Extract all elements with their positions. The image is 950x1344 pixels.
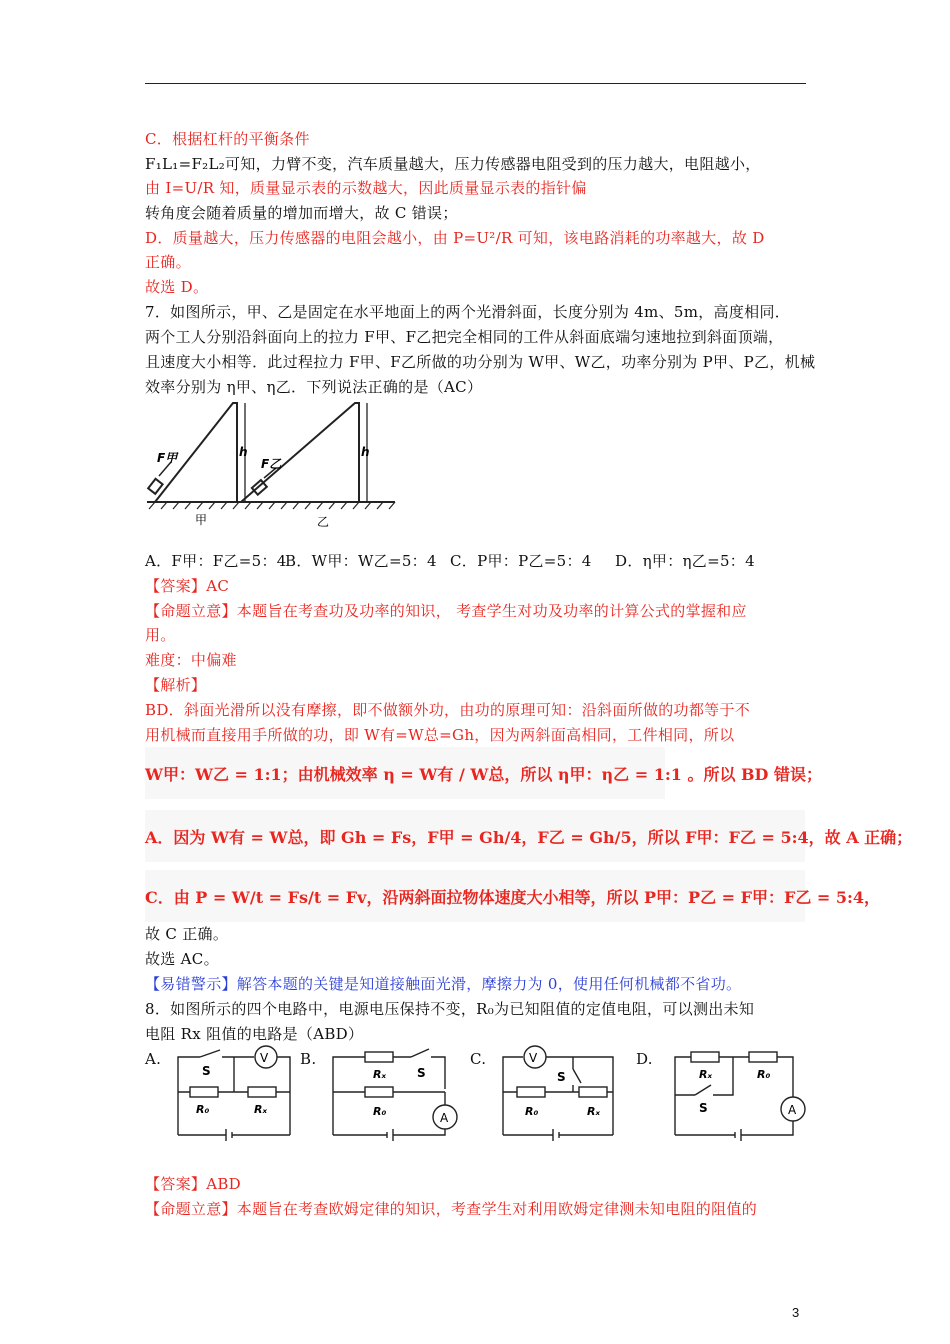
q8-answer: 【答案】ABD xyxy=(145,1175,241,1193)
circuit-d xyxy=(665,1045,810,1145)
circuit-b-label: B. xyxy=(300,1050,317,1068)
q7-equation-3-text: C．由 P = W/t = Fs/t = Fv，沿两斜面拉物体速度大小相等，所以 P甲：P乙 = F甲：F乙 = 5:4， xyxy=(145,887,881,907)
q7-analysis-label: 【解析】 xyxy=(145,676,207,694)
circuit-d-ammeter: A xyxy=(788,1103,797,1117)
label-jia: 甲 xyxy=(195,513,208,527)
q7-option-c: C．P甲：P乙=5：4 xyxy=(450,552,592,570)
circuit-d-r0: R₀ xyxy=(757,1068,771,1081)
q6-c-line4: 转角度会随着质量的增加而增大，故 C 错误； xyxy=(145,204,458,222)
q7-bd-line2: 用机械而直接用手所做的功，即 W有=W总=Gh，因为两斜面高相同，工件相同，所以 xyxy=(145,726,735,744)
label-f-yi: F乙 xyxy=(261,457,282,471)
q7-warning: 【易错警示】解答本题的关键是知道接触面光滑，摩擦力为 0，使用任何机械都不省功。 xyxy=(145,975,742,993)
q7-conclusion: 故选 AC。 xyxy=(145,950,219,968)
q7-c-correct: 故 C 正确。 xyxy=(145,925,229,943)
q7-difficulty: 难度：中偏难 xyxy=(145,651,237,669)
q7-stem-line2: 两个工人分别沿斜面向上的拉力 F甲、F乙把完全相同的工件从斜面底端匀速地拉到斜面顶端， xyxy=(145,328,784,346)
circuit-b xyxy=(325,1045,465,1145)
q6-c-line2-text: F₁L₁=F₂L₂可知，力臂不变，汽车质量越大，压力传感器电阻受到的压力越大，电阻越小， xyxy=(145,155,761,173)
label-h-jia: h xyxy=(239,445,248,459)
circuit-c-voltmeter: V xyxy=(529,1051,538,1065)
label-h-yi: h xyxy=(361,445,370,459)
block-jia xyxy=(148,479,162,494)
q7-inclines-figure xyxy=(145,396,405,536)
circuit-b-ammeter: A xyxy=(440,1111,449,1125)
circuit-b-switch: S xyxy=(417,1066,426,1080)
circuit-b-rx: Rₓ xyxy=(373,1068,387,1081)
circuit-a-r0: R₀ xyxy=(196,1103,210,1116)
circuit-d-rx: Rₓ xyxy=(699,1068,713,1081)
q8-intent: 【命题立意】本题旨在考查欧姆定律的知识，考查学生对利用欧姆定律测未知电阻的阻值的 xyxy=(145,1200,758,1218)
circuit-c-switch: S xyxy=(557,1070,566,1084)
label-yi: 乙 xyxy=(317,515,330,529)
q7-equation-3 xyxy=(145,870,881,922)
q7-equation-2 xyxy=(145,810,913,862)
q7-option-b: B．W甲：W乙=5：4 xyxy=(285,552,437,570)
q7-option-a: A．F甲：F乙=5：4 xyxy=(145,552,287,570)
q7-equation-1-text: W甲：W乙 = 1:1；由机械效率 η = W有 / W总，所以 η甲：η乙 = 1:1 。所以 BD 错误； xyxy=(145,764,822,784)
q6-c-line3: 由 I=U/R 知，质量显示表的示数越大，因此质量显示表的指针偏 xyxy=(145,179,587,197)
q8-stem-line2: 电阻 Rx 阻值的电路是（ABD） xyxy=(145,1025,364,1043)
q8-stem-line1: 8．如图所示的四个电路中，电源电压保持不变，R₀为已知阻值的定值电阻，可以测出未知 xyxy=(145,1000,755,1018)
circuit-a-rx: Rₓ xyxy=(254,1103,268,1116)
q7-intent-line2: 用。 xyxy=(145,626,176,644)
header-rule xyxy=(145,83,806,84)
circuit-c xyxy=(495,1045,625,1145)
circuit-c-label: C. xyxy=(470,1050,487,1068)
q7-answer: 【答案】AC xyxy=(145,577,230,595)
q7-intent-line1: 【命题立意】本题旨在考查功及功率的知识， 考查学生对功及功率的计算公式的掌握和应 xyxy=(145,602,747,620)
circuit-b-r0: R₀ xyxy=(373,1105,387,1118)
page-number: 3 xyxy=(792,1305,800,1320)
circuit-a-switch: S xyxy=(202,1064,211,1078)
q7-stem-line4: 效率分别为 η甲、η乙．下列说法正确的是（AC） xyxy=(145,378,483,396)
q7-stem-line3: 且速度大小相等．此过程拉力 F甲、F乙所做的功分别为 W甲、W乙，功率分别为 P甲、P乙，机械 xyxy=(145,353,816,371)
q7-equation-1 xyxy=(145,747,822,799)
circuit-a-voltmeter: V xyxy=(260,1051,269,1065)
circuit-a xyxy=(170,1045,295,1145)
circuit-d-switch: S xyxy=(699,1101,708,1115)
q6-c-line2 xyxy=(145,154,761,174)
q7-options xyxy=(145,551,755,571)
circuit-c-r0: R₀ xyxy=(525,1105,539,1118)
q6-conclusion: 故选 D。 xyxy=(145,278,209,296)
circuit-c-rx: Rₓ xyxy=(587,1105,601,1118)
incline-yi xyxy=(241,403,359,502)
q7-bd-line1: BD．斜面光滑所以没有摩擦，即不做额外功，由功的原理可知：沿斜面所做的功都等于不 xyxy=(145,701,751,719)
q6-c-line1: C．根据杠杆的平衡条件 xyxy=(145,130,310,148)
circuit-d-label: D. xyxy=(636,1050,653,1068)
label-f-jia: F甲 xyxy=(157,451,178,465)
q6-d-line1: D．质量越大，压力传感器的电阻会越小，由 P=U²/R 可知，该电路消耗的功率越大，故 D xyxy=(145,229,765,247)
q7-equation-2-text: A．因为 W有 = W总，即 Gh = Fs，F甲 = Gh/4，F乙 = Gh/5，所以 F甲：F乙 = 5:4，故 A 正确； xyxy=(145,827,913,847)
q6-d-line2: 正确。 xyxy=(145,253,191,271)
circuit-a-label: A. xyxy=(145,1050,162,1068)
q7-option-d: D．η甲：η乙=5：4 xyxy=(615,552,755,570)
q7-stem-line1: 7．如图所示，甲、乙是固定在水平地面上的两个光滑斜面，长度分别为 4m、5m，高度相同． xyxy=(145,303,791,321)
